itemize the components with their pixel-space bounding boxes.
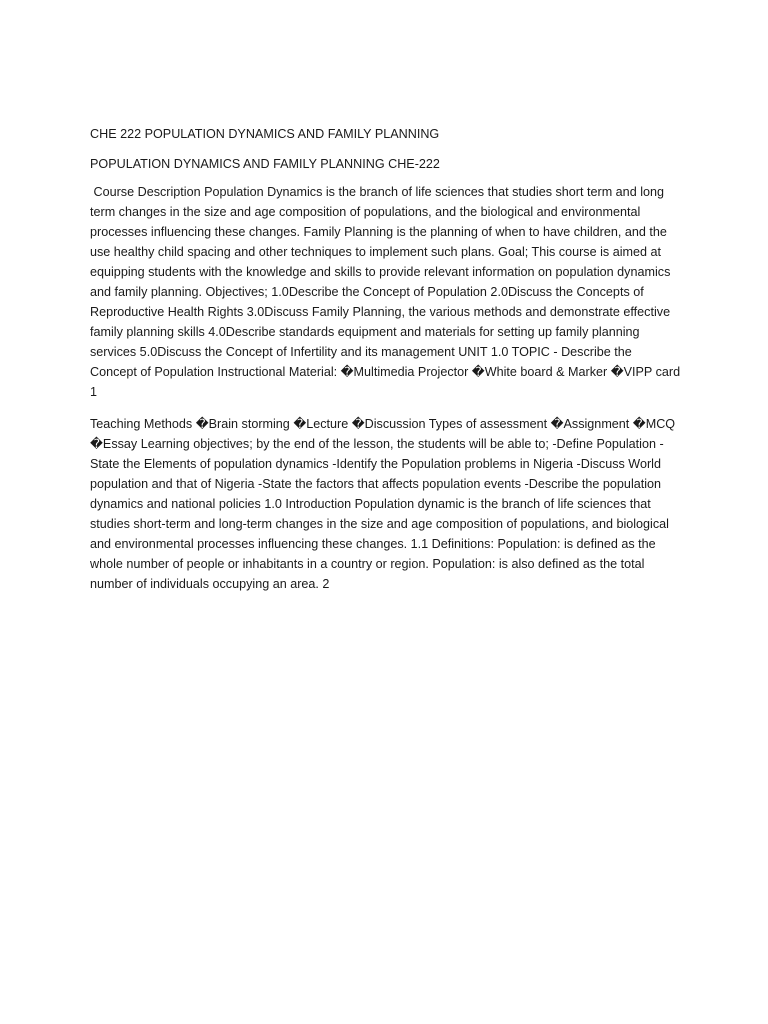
course-description-paragraph: Course Description Population Dynamics is the branch of life sciences that studies short term and long term changes in the size and age composition of populations, and the biological and environmental processes influencing these changes. Family Planning is the planning of when to have children, and the use healthy child spacing and other techniques to implement such plans. Goal; This course is aimed at equipping students with the knowledge and skills to provide relevant information on population dynamics and family planning. Objectives; 1.0Describe the Concept of Population 2.0Discuss the Concepts of Reproductive Health Rights 3.0Discuss Family Planning, the various methods and demonstrate effective family planning skills 4.0Describe standards equipment and materials for setting up family planning services 5.0Discuss the Concept of Infertility and its management UNIT 1.0 TOPIC - Describe the Concept of Population Instructional Material: �Multimedia Projector �White board & Marker �VIPP card 1 <box>90 185 684 399</box>
document-subtitle: POPULATION DYNAMICS AND FAMILY PLANNING CHE-222 <box>90 157 440 171</box>
document-page <box>90 124 682 594</box>
teaching-methods-paragraph: Teaching Methods �Brain storming �Lecture �Discussion Types of assessment �Assignment �MCQ �Essay Learning objectives; by the end of the lesson, the students will be able to; -Define Population - State the Elements of population dynamics -Identify the Population problems in Nigeria -Discuss World population and that of Nigeria -State the factors that affects population events -Describe the population dynamics and national policies 1.0 Introduction Population dynamic is the branch of life sciences that studies short-term and long-term changes in the size and age composition of populations, and biological and environmental processes influencing these changes. 1.1 Definitions: Population: is defined as the whole number of people or inhabitants in a country or region. Population: is also defined as the total number of individuals occupying an area. 2 <box>90 417 676 591</box>
document-title: CHE 222 POPULATION DYNAMICS AND FAMILY PLANNING <box>90 127 440 141</box>
